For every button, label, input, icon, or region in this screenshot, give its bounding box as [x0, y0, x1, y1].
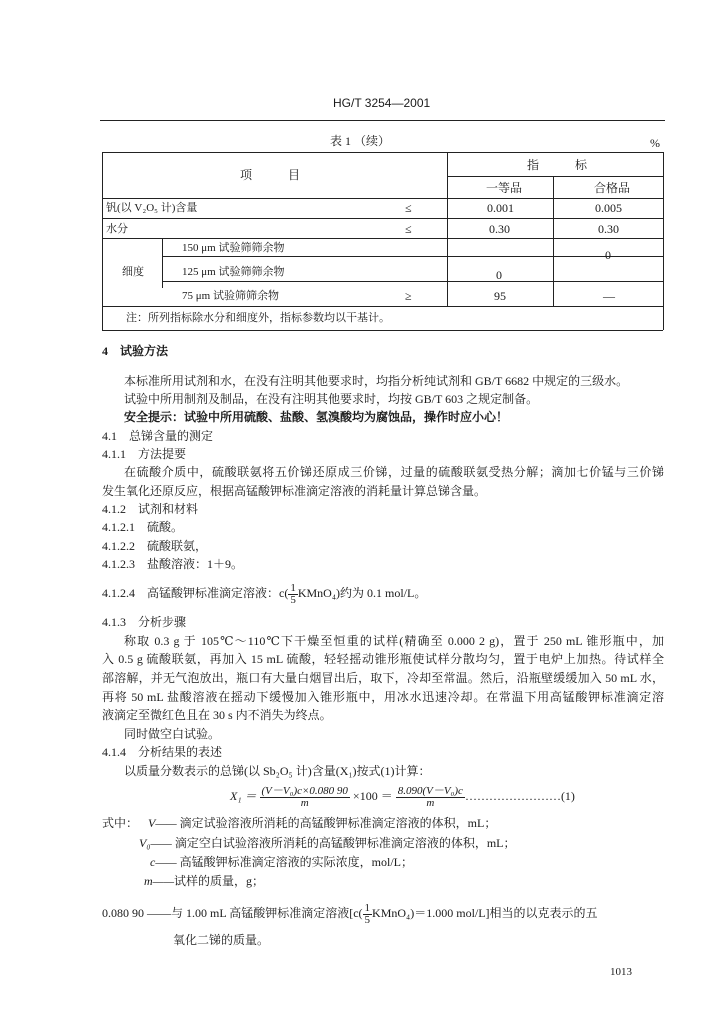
column-header-item: 项 目: [240, 168, 301, 182]
safety-note: 安全提示：试验中所用硫酸、盐酸、氢溴酸均为腐蚀品，操作时应小心！: [124, 410, 509, 424]
fraction: $\frac{1}{5}$: [290, 581, 296, 606]
column-header-index: 指 标: [527, 158, 588, 172]
section-heading: 4 试验方法: [102, 344, 169, 358]
section-heading: 4.1.2 试剂和材料: [102, 502, 199, 516]
paragraph: 本标准所用试剂和水，在没有注明其他要求时，均指分析纯试剂和 GB/T 6682 中规定的三级水。: [124, 374, 629, 388]
section-heading: 4.1.3 分析步骤: [102, 615, 187, 629]
constant-definition-cont: 氧化二锑的质量。: [173, 933, 270, 947]
constant-definition: 0.080 90 ——与 1.00 mL 高锰酸钾标准滴定溶液[c( $\frac{1}{5}$ KMnO₄)＝1.000 mol/L]相当的以克表示的五: [102, 901, 598, 926]
paragraph: 试验中所用制剂及制品，在没有注明其他要求时，均按 GB/T 603 之规定制备。: [124, 392, 539, 406]
page-number: 1013: [610, 966, 632, 978]
variable-definition: V₀—— 滴定空白试验溶液所消耗的高锰酸钾标准滴定溶液的体积，mL；: [139, 836, 516, 850]
row-qualified: —: [603, 289, 615, 303]
header-rule: [100, 120, 665, 121]
row-qualified: 0.30: [598, 222, 619, 236]
paragraph: 称取 0.3 g 于 105℃～110℃下干燥至恒重的试样(精确至 0.000 2 g)，置于 250 mL 锥形瓶中，加: [124, 634, 664, 648]
list-item: 4.1.2.2 硫酸联氨，: [102, 539, 208, 553]
row-first: 0.001: [487, 201, 514, 215]
paragraph: 入 0.5 g 硫酸联氨，再加入 15 mL 硫酸，轻轻摇动锥形瓶使试样分散均匀，置于电炉上加热。待试样全: [102, 652, 664, 666]
paragraph: 同时做空白试验。: [124, 727, 221, 741]
row-item: 水分: [106, 223, 128, 235]
column-header-qualified: 合格品: [594, 181, 631, 195]
paragraph: 在硫酸介质中，硫酸联氨将五价锑还原成三价锑，过量的硫酸联氨受热分解；滴加七价锰与三价锑: [124, 465, 664, 479]
row-item: 75 μm 试验筛筛余物: [182, 290, 279, 302]
row-sign: ≤: [405, 222, 412, 236]
row-first: 95: [494, 289, 506, 303]
row-group-fineness: 细度: [122, 266, 144, 278]
row-sign: ≤: [405, 201, 412, 215]
row-item: 125 μm 试验筛筛余物: [182, 266, 285, 278]
row-qualified: 0.005: [595, 201, 622, 215]
formula-1: X₁ ＝ $\frac{\text{(V－V₀)c×0.080 90}}{m}$ ×100 ＝ $\frac{\text{8.090(V－V₀)c}}{m}$ ……………………(1): [230, 784, 575, 809]
section-heading: 4.1 总锑含量的测定: [102, 429, 214, 443]
row-sign: ≥: [405, 289, 412, 303]
variable-definition: V—— 滴定试验溶液所消耗的高锰酸钾标准滴定溶液的体积，mL；: [148, 816, 497, 830]
where-label: 式中：: [102, 816, 139, 830]
table-note: 注：所列指标除水分和细度外，指标参数均以干基计。: [126, 312, 390, 324]
column-header-first-grade: 一等品: [486, 181, 523, 195]
row-item: 150 μm 试验筛筛余物: [182, 242, 285, 254]
variable-definition: m——试样的质量，g；: [144, 874, 265, 888]
section-heading: 4.1.4 分析结果的表述: [102, 745, 223, 759]
paragraph: 再将 50 mL 盐酸溶液在摇动下缓慢加入锥形瓶中，用冰水迅速冷却。在常温下用高锰酸钾标准滴定溶: [102, 690, 664, 704]
paragraph: 部溶解，并无气泡放出，瓶口有大量白烟冒出后，取下，冷却至常温。然后，沿瓶壁缓缓加入 50 mL 水，: [102, 671, 664, 685]
row-first: 0.30: [489, 222, 510, 236]
row-qualified: 0: [605, 248, 611, 262]
variable-definition: c—— 高锰酸钾标准滴定溶液的实际浓度，mol/L；: [150, 855, 414, 869]
row-item: 钒(以 V₂O₅ 计)含量: [106, 202, 198, 214]
table-title: 表 1 （续）: [330, 134, 391, 148]
list-item: 4.1.2.3 盐酸溶液：1＋9。: [102, 557, 244, 571]
list-item: [102, 580, 426, 606]
section-heading: 4.1.1 方法提要: [102, 447, 187, 461]
table-unit: %: [650, 136, 660, 150]
document-code-header: HG/T 3254—2001: [333, 96, 431, 110]
row-first: 0: [496, 268, 502, 282]
text: KMnO₄)约为 0.1 mol/L。: [297, 586, 427, 600]
list-item: 4.1.2.1 硫酸。: [102, 520, 184, 534]
paragraph: 以质量分数表示的总锑(以 Sb₂O₅ 计)含量(X₁)按式(1)计算：: [124, 764, 431, 778]
paragraph: 发生氧化还原反应，根据高锰酸钾标准滴定溶液的消耗量计算总锑含量。: [102, 484, 487, 498]
text: 4.1.2.4 高锰酸钾标准滴定溶液：c(: [102, 586, 289, 600]
paragraph: 液滴定至微红色且在 30 s 内不消失为终点。: [102, 708, 332, 722]
